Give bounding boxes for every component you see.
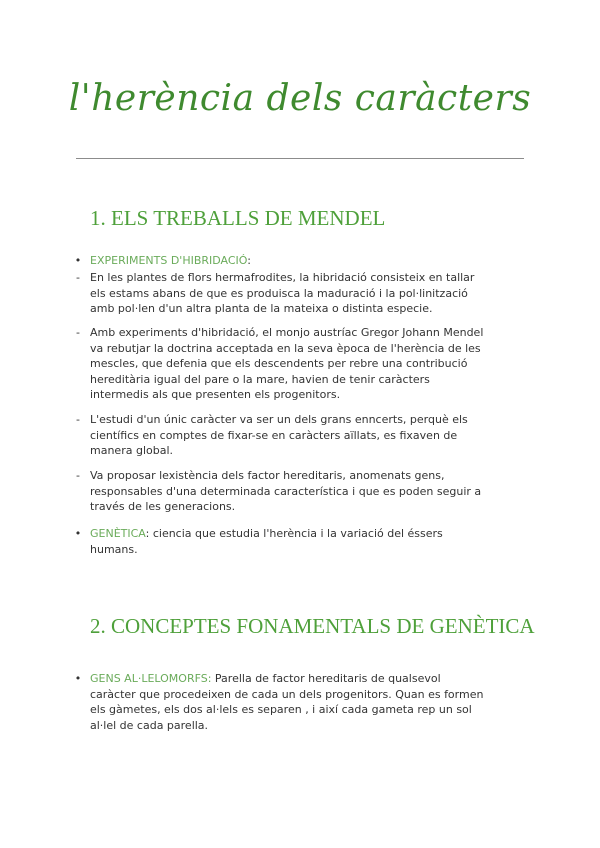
keyword-genetica: GENÈTICA (90, 527, 146, 540)
dash-marker: - (76, 271, 80, 284)
paragraph-line: hereditària igual del pare o la mare, havien de tenir caràcters (90, 372, 430, 386)
page-title: l'herència dels caràcters (68, 78, 532, 119)
paragraph-line: científics en comptes de fixar-se en caràcters aïllats, es fixaven de (90, 428, 458, 442)
section-heading-mendel: 1. ELS TREBALLS DE MENDEL (90, 206, 386, 230)
paragraph-line: Amb experiments d'hibridació, el monjo austríac Gregor Johann Mendel (90, 326, 484, 339)
keyword-suffix: : (247, 254, 251, 267)
paragraph-line: través de les generacions. (90, 500, 236, 514)
paragraph-line: En les plantes de flors hermafrodites, la hibridació consisteix en tallar (90, 271, 475, 284)
dash-marker: - (76, 469, 80, 482)
dash-marker: - (76, 413, 80, 426)
dash-item-estudi (76, 412, 524, 459)
paragraph-line: humans. (90, 542, 138, 556)
dash-item-mendel (76, 325, 524, 403)
bullet-experiments-hibridacio (74, 253, 524, 269)
section-heading-conceptes: 2. CONCEPTES FONAMENTALS DE GENÈTICA (90, 614, 535, 638)
paragraph-line: manera global. (90, 444, 173, 458)
paragraph-line: L'estudi d'un únic caràcter va ser un dels grans enncerts, perquè els (90, 413, 468, 426)
paragraph-line: els estams abans de que es produisca la maduració i la pol·linització (90, 286, 468, 300)
bullet-genetica (74, 526, 524, 557)
dash-marker: - (76, 326, 80, 339)
keyword-gens-alelomorfs: GENS AL·LELOMORFS: (90, 672, 212, 685)
paragraph-line: Parella de factor hereditaris de qualsevol (211, 672, 441, 685)
paragraph-line: va rebutjar la doctrina acceptada en la seva època de l'herència de les (90, 341, 481, 355)
paragraph-line: amb pol·len d'un altra planta de la mateixa o distinta especie. (90, 302, 433, 316)
paragraph-line: caràcter que procedeixen de cada un dels progenitors. Quan es formen (90, 687, 484, 701)
paragraph-line: mescles, que defenia que els descendents per rebre una contribució (90, 357, 468, 371)
paragraph-line: intermedis als que presenten els progenitors. (90, 388, 341, 402)
paragraph-line: al·lel de cada parella. (90, 718, 209, 732)
title-divider (76, 158, 524, 159)
dash-item-hibridacio (76, 270, 524, 317)
paragraph-line: : ciencia que estudia l'herència i la variació del éssers (145, 527, 443, 540)
bullet-gens-alelomorfs (74, 671, 524, 733)
paragraph-line: responsables d'una determinada característica i que es poden seguir a (90, 484, 482, 498)
dash-item-gens (76, 468, 524, 515)
keyword-experiments-hibridacio: EXPERIMENTS D'HIBRIDACIÓ (90, 254, 248, 267)
paragraph-line: Va proposar lexistència dels factor hereditaris, anomenats gens, (90, 469, 445, 482)
paragraph-line: els gàmetes, els dos al·lels es separen , i així cada gameta rep un sol (90, 703, 472, 717)
bullet-marker: • (74, 527, 82, 540)
bullet-marker: • (74, 254, 82, 267)
bullet-marker: • (74, 672, 82, 685)
